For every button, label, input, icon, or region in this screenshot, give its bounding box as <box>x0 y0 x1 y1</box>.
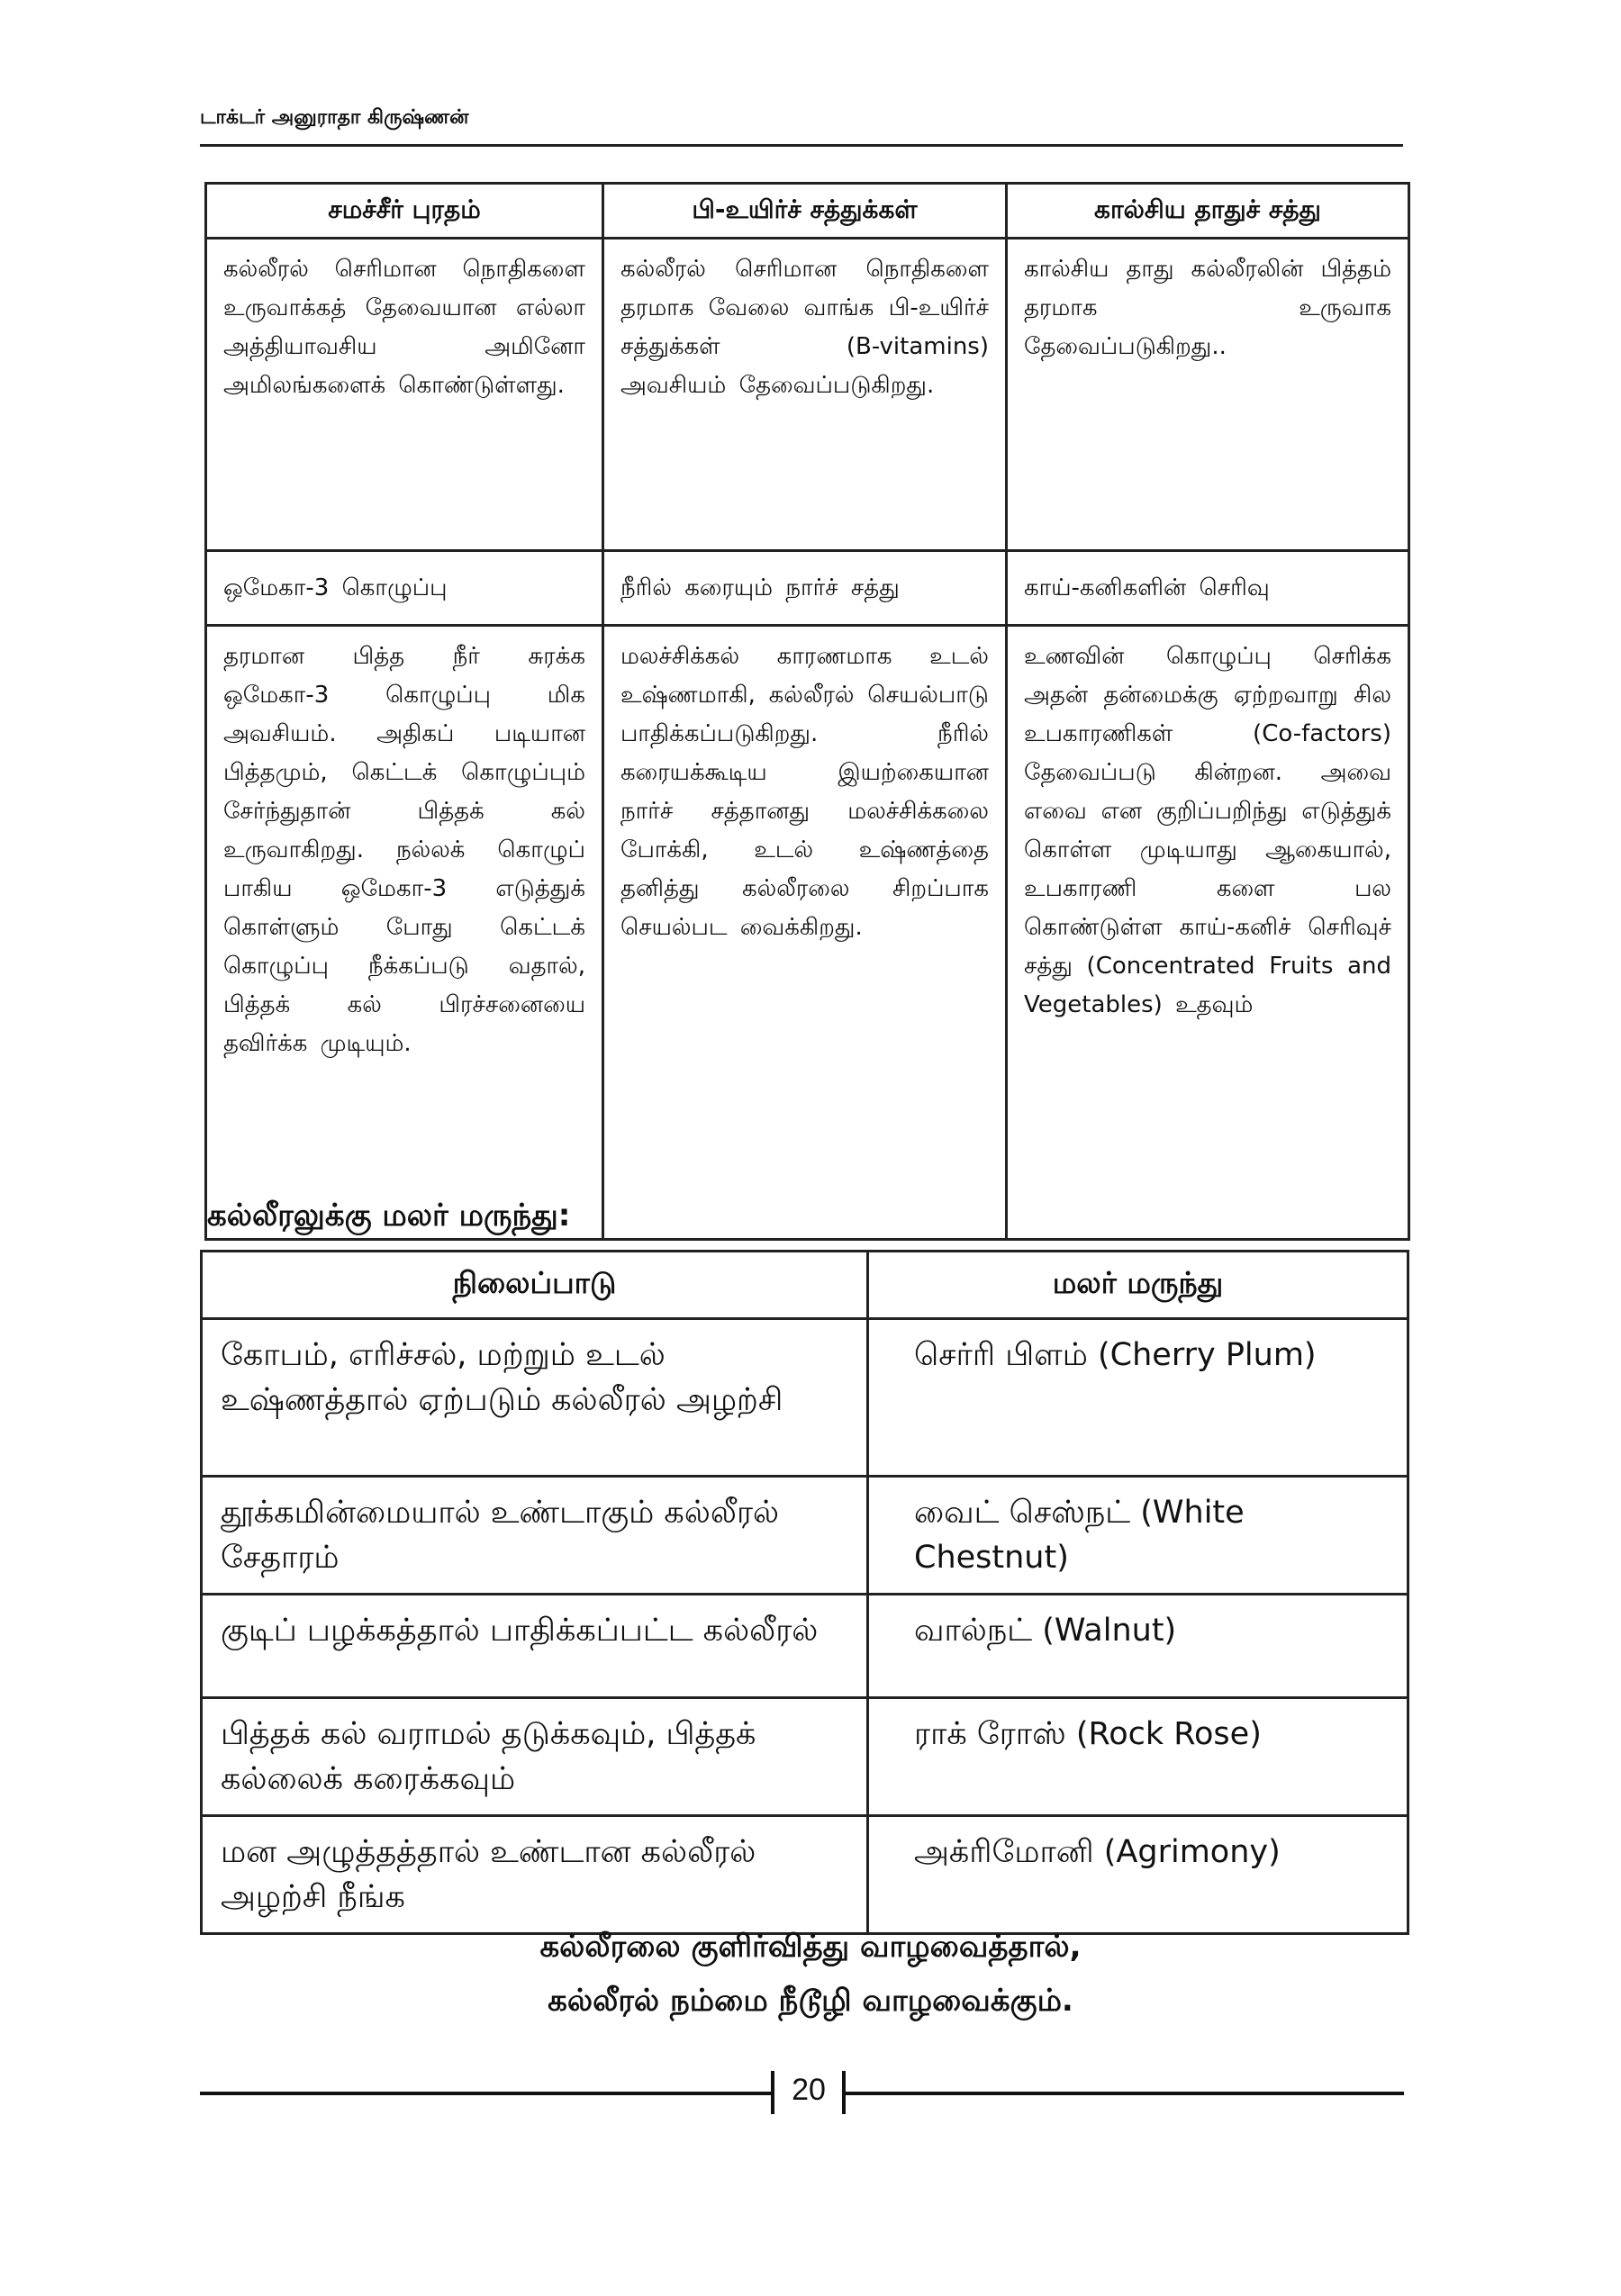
table-row <box>202 1816 1408 1934</box>
remedy-cell: வால்நட் (Walnut) <box>868 1595 1408 1698</box>
nutrient-cell: உணவின் கொழுப்பு செரிக்க அதன் தன்மைக்கு ஏற்றவாறு சில உபகாரணிகள் (Co-factors) தேவைப்படு கின்றன. அவை எவை என குறிப்பறிந்து எடுத்துக் கொள்ள முடியாது ஆகையால், உபகாரணி களை பல கொண்டுள்ள காய்-கனிச் செரிவுச் சத்து (Concentrated Fruits and Vegetables) உதவும் <box>1007 626 1409 1240</box>
condition-cell: மன அழுத்தத்தால் உண்டான கல்லீரல் அழற்சி நீங்க <box>202 1816 868 1934</box>
nutrient-cell: மலச்சிக்கல் காரணமாக உடல் உஷ்ணமாகி, கல்லீரல் செயல்பாடு பாதிக்கப்படுகிறது. நீரில் கரையக்கூடிய இயற்கையான நார்ச் சத்தானது மலச்சிக்கலை போக்கி, உடல் உஷ்ணத்தை தனித்து கல்லீரலை சிறப்பாக செயல்பட வைக்கிறது. <box>603 626 1007 1240</box>
condition-cell: தூக்கமின்மையால் உண்டாகும் கல்லீரல் சேதாரம் <box>202 1477 868 1595</box>
condition-cell: பித்தக் கல் வராமல் தடுக்கவும், பித்தக் கல்லைக் கரைக்கவும் <box>202 1698 868 1816</box>
nutrient-row-1 <box>206 239 1409 551</box>
nutrient-subheader: நீரில் கரையும் நார்ச் சத்து <box>603 551 1007 626</box>
remedy-cell: அக்ரிமோனி (Agrimony) <box>868 1816 1408 1934</box>
header-rule <box>200 144 1403 147</box>
section-title: கல்லீரலுக்கு மலர் மருந்து: <box>207 1198 571 1234</box>
condition-header: நிலைப்பாடு <box>202 1252 868 1319</box>
nutrient-header-row-1 <box>206 184 1409 239</box>
remedy-cell: வைட் செஸ்நட் (White Chestnut) <box>868 1477 1408 1595</box>
table-row <box>202 1319 1408 1477</box>
table-row <box>202 1477 1408 1595</box>
condition-cell: கோபம், எரிச்சல், மற்றும் உடல் உஷ்ணத்தால் ஏற்படும் கல்லீரல் அழற்சி <box>202 1319 868 1477</box>
nutrient-header: கால்சிய தாதுச் சத்து <box>1007 184 1409 239</box>
nutrient-cell: கல்லீரல் செரிமான நொதிகளை உருவாக்கத் தேவையான எல்லா அத்தியாவசிய அமினோ அமிலங்களைக் கொண்டுள்ளது. <box>206 239 603 551</box>
closing-line-1: கல்லீரலை குளிர்வித்து வாழவைத்தால், <box>539 1929 1082 1965</box>
running-header: டாக்டர் அனுராதா கிருஷ்ணன் <box>200 106 469 129</box>
remedy-cell: ராக் ரோஸ் (Rock Rose) <box>868 1698 1408 1816</box>
page-number: 20 <box>792 2073 826 2107</box>
condition-cell: குடிப் பழக்கத்தால் பாதிக்கப்பட்ட கல்லீரல் <box>202 1595 868 1698</box>
table-row <box>202 1698 1408 1816</box>
nutrient-subheader: காய்-கனிகளின் செரிவு <box>1007 551 1409 626</box>
remedy-header: மலர் மருந்து <box>868 1252 1408 1319</box>
nutrient-header: பி-உயிர்ச் சத்துக்கள் <box>603 184 1007 239</box>
nutrient-cell: கல்லீரல் செரிமான நொதிகளை தரமாக வேலை வாங்க பி-உயிர்ச் சத்துக்கள் (B-vitamins) அவசியம் தேவைப்படுகிறது. <box>603 239 1007 551</box>
footer-rule-right <box>846 2092 1404 2095</box>
nutrient-header-row-2 <box>206 551 1409 626</box>
closing-line-2: கல்லீரல் நம்மை நீடூழி வாழவைக்கும். <box>548 1983 1073 2019</box>
flower-remedy-table <box>200 1250 1409 1935</box>
nutrient-cell: தரமான பித்த நீர் சுரக்க ஒமேகா-3 கொழுப்பு மிக அவசியம். அதிகப் படியான பித்தமும், கெட்டக் கொழுப்பும் சேர்ந்துதான் பித்தக் கல் உருவாகிறது. நல்லக் கொழுப் பாகிய ஒமேகா-3 எடுத்துக் கொள்ளும் போது கெட்டக் கொழுப்பு நீக்கப்படு வதால், பித்தக் கல் பிரச்சனையை தவிர்க்க முடியும். <box>206 626 603 1240</box>
nutrient-header: சமச்சீர் புரதம் <box>206 184 603 239</box>
nutrient-subheader: ஒமேகா-3 கொழுப்பு <box>206 551 603 626</box>
nutrient-table <box>204 182 1410 1241</box>
flower-header-row <box>202 1252 1408 1319</box>
nutrient-row-2 <box>206 626 1409 1240</box>
nutrient-cell: கால்சிய தாது கல்லீரலின் பித்தம் தரமாக உருவாக தேவைப்படுகிறது.. <box>1007 239 1409 551</box>
table-row <box>202 1595 1408 1698</box>
remedy-cell: செர்ரி பிளம் (Cherry Plum) <box>868 1319 1408 1477</box>
footer-rule-left <box>200 2092 773 2095</box>
